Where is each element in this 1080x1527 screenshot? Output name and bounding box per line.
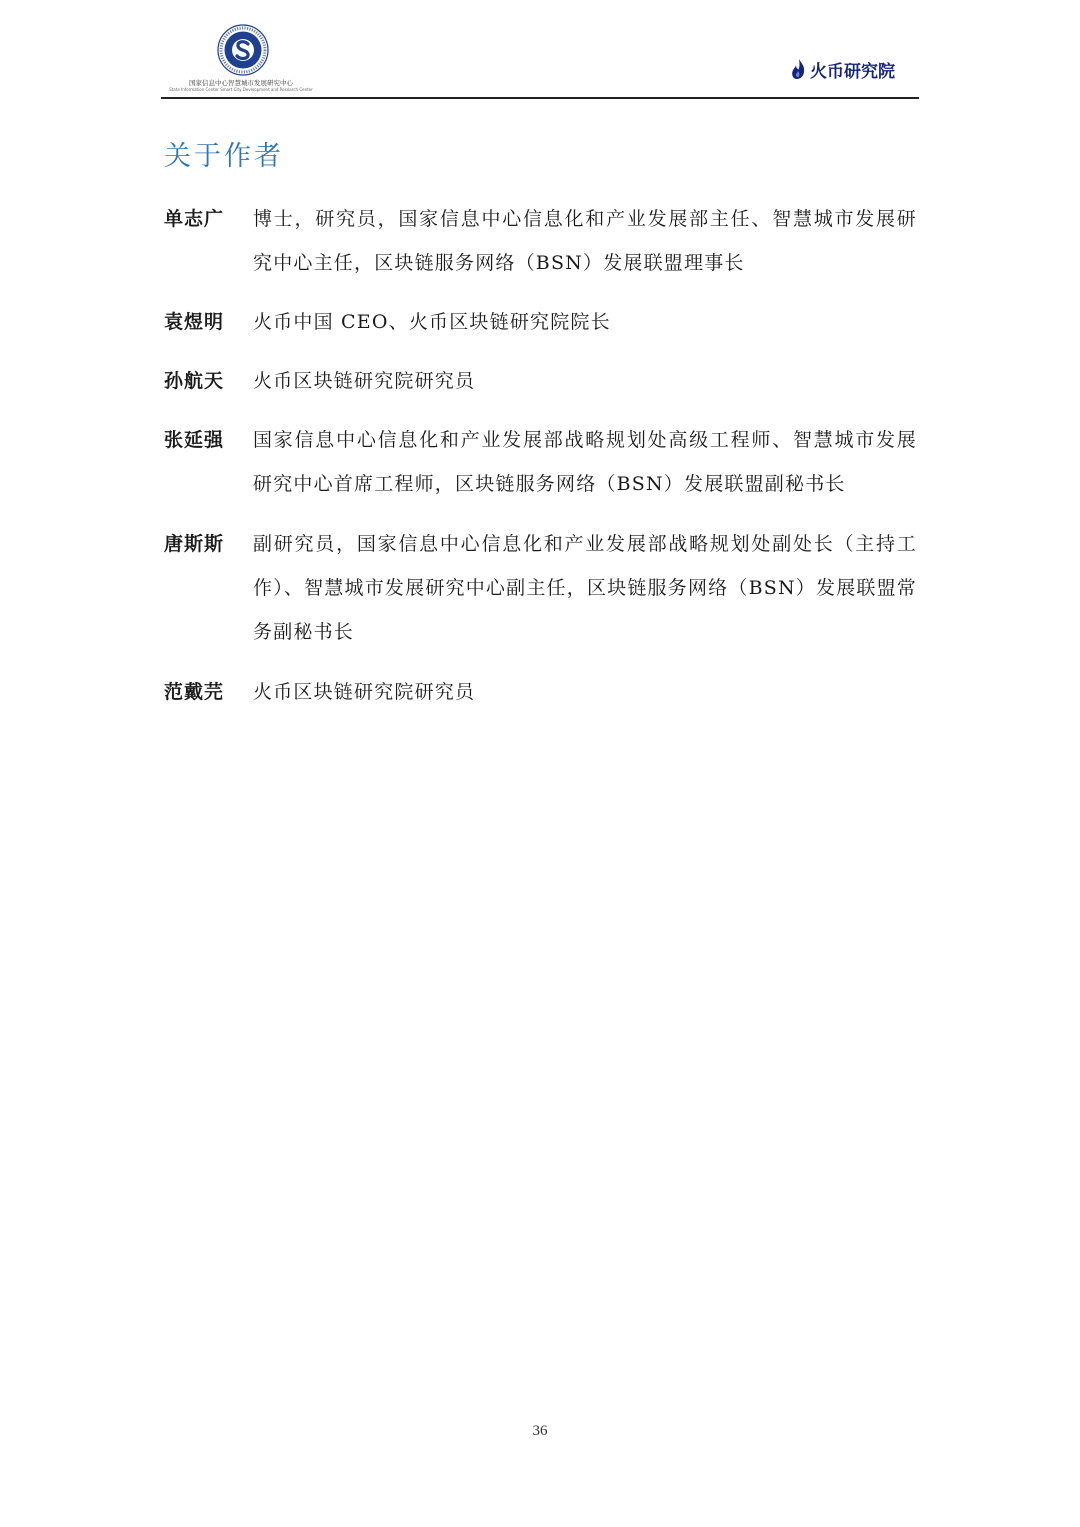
sic-emblem-icon — [217, 24, 269, 76]
author-name: 张延强 — [164, 429, 225, 451]
huobi-flame-icon — [791, 58, 806, 80]
author-description: 国家信息中心信息化和产业发展部战略规划处高级工程师、智慧城市发展研究中心首席工程师，区块链服务网络（BSN）发展联盟副秘书长 — [253, 429, 917, 495]
author-name: 单志广 — [164, 208, 225, 230]
author-description: 博士，研究员，国家信息中心信息化和产业发展部主任、智慧城市发展研究中心主任，区块链服务网络（BSN）发展联盟理事长 — [253, 208, 917, 274]
page-number: 36 — [532, 1423, 548, 1439]
author-name: 唐斯斯 — [164, 533, 225, 555]
author-name: 孙航天 — [164, 370, 225, 392]
author-description: 火币中国 CEO、火币区块链研究院院长 — [253, 311, 611, 333]
sic-logo — [161, 20, 311, 95]
author-name: 袁煜明 — [164, 311, 225, 333]
author-description: 副研究员，国家信息中心信息化和产业发展部战略规划处副处长（主持工作）、智慧城市发展研究中心副主任，区块链服务网络（BSN）发展联盟常务副秘书长 — [253, 533, 917, 643]
author-description: 火币区块链研究院研究员 — [253, 681, 476, 703]
author-name: 范戴芫 — [164, 681, 225, 703]
huobi-research-logo — [791, 56, 895, 82]
section-title: 关于作者 — [164, 141, 284, 172]
sic-logo-subtitle: State Information Center Smart City Development and Research Center — [169, 87, 313, 92]
sic-logo-name: 国家信息中心智慧城市发展研究中心 — [189, 79, 293, 87]
header-divider — [161, 97, 919, 99]
page-header — [161, 20, 919, 100]
author-description: 火币区块链研究院研究员 — [253, 370, 476, 392]
huobi-research-name: 火币研究院 — [810, 61, 895, 82]
